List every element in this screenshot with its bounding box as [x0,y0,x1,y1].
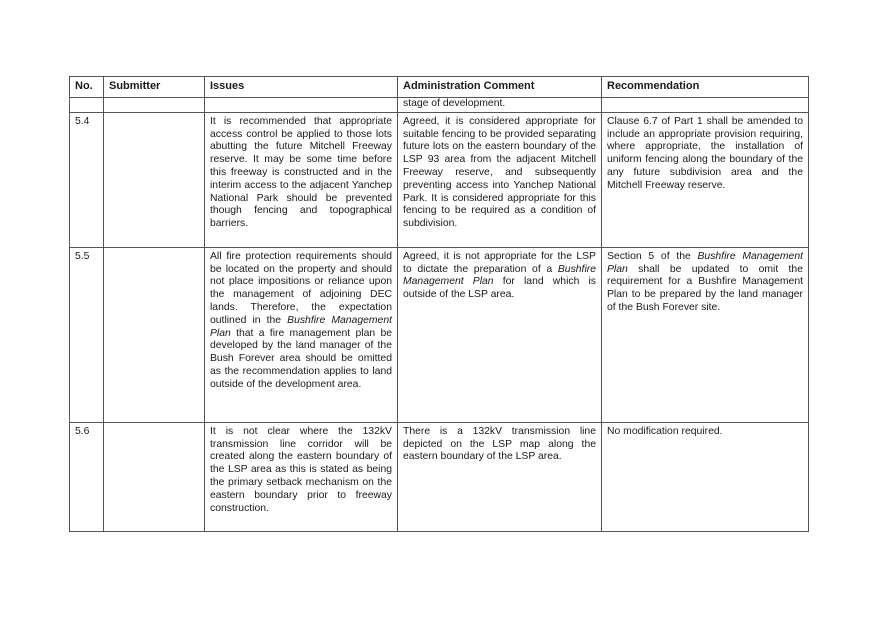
table-header-row [70,77,809,98]
header-admin-comment: Administration Comment [398,77,602,98]
header-no: No. [70,77,104,98]
table-row [70,112,809,247]
cell-admin-comment: There is a 132kV transmission line depicted on the LSP map along the eastern boundary of the LSP area. [398,422,602,531]
header-issues: Issues [205,77,398,98]
table-row [70,422,809,531]
table-row-continuation [70,98,809,113]
cell-submitter [104,247,205,422]
rec-text-italic: Bushfire Management Plan [607,250,804,275]
cell-admin-comment [398,247,602,422]
admin-text-after: for land which is outside of the LSP area. [403,276,596,301]
cell-issues [205,247,398,422]
issues-text-italic: Bushfire Management Plan [210,314,392,339]
cell-issues: It is recommended that appropriate access control be applied to those lots abutting the future Mitchell Freeway reserve. It may be some time before this freeway is constructed and in the interim access to the adjacent Yanchep National Park should be prevented though fencing and topographical barriers. [205,112,398,247]
cell-recommendation: Clause 6.7 of Part 1 shall be amended to include an appropriate provision requiring, where appropriate, the installation of uniform fencing along the boundary of the any future subdivision area and the Mitchell Freeway reserve. [602,112,809,247]
issues-text-after: that a fire management plan be developed by the land manager of the Bush Forever area should be omitted as the recommendation applies to land outside of the development area. [210,327,392,390]
cell-admin-comment: Agreed, it is considered appropriate for suitable fencing to be provided separating future lots on the eastern boundary of the LSP 93 area from the adjacent Mitchell Freeway reserve, and subsequently preventing access into Yanchep National Park. It is considered appropriate for this fencing to be required as a condition of subdivision. [398,112,602,247]
cell-issues [205,98,398,113]
cell-recommendation: No modification required. [602,422,809,531]
cell-no: 5.4 [70,112,104,247]
header-recommendation: Recommendation [602,77,809,98]
cell-submitter [104,422,205,531]
table-row [70,247,809,422]
cell-no: 5.5 [70,247,104,422]
cell-admin-comment: stage of development. [398,98,602,113]
cell-submitter [104,98,205,113]
cell-no [70,98,104,113]
rec-text-before: Section 5 of the [607,250,698,262]
cell-submitter [104,112,205,247]
cell-issues: It is not clear where the 132kV transmission line corridor will be created along the eastern boundary of the LSP area as this is stated as being the primary setback mechanism on the eastern boundary prior to freeway construction. [205,422,398,531]
cell-recommendation [602,247,809,422]
issues-text-before: All fire protection requirements should be located on the property and should not place impositions or reliance upon the management of adjoining DEC lands. Therefore, the expectation outlined in the [210,250,392,326]
cell-recommendation [602,98,809,113]
submissions-table [69,76,809,532]
admin-text-italic: Bushfire Management Plan [403,263,596,288]
rec-text-after: shall be updated to omit the requirement for a Bushfire Management Plan to be prepared by the land manager of the Bush Forever site. [607,263,803,313]
header-submitter: Submitter [104,77,205,98]
cell-no: 5.6 [70,422,104,531]
admin-text-before: Agreed, it is not appropriate for the LSP to dictate the preparation of a [403,250,596,275]
